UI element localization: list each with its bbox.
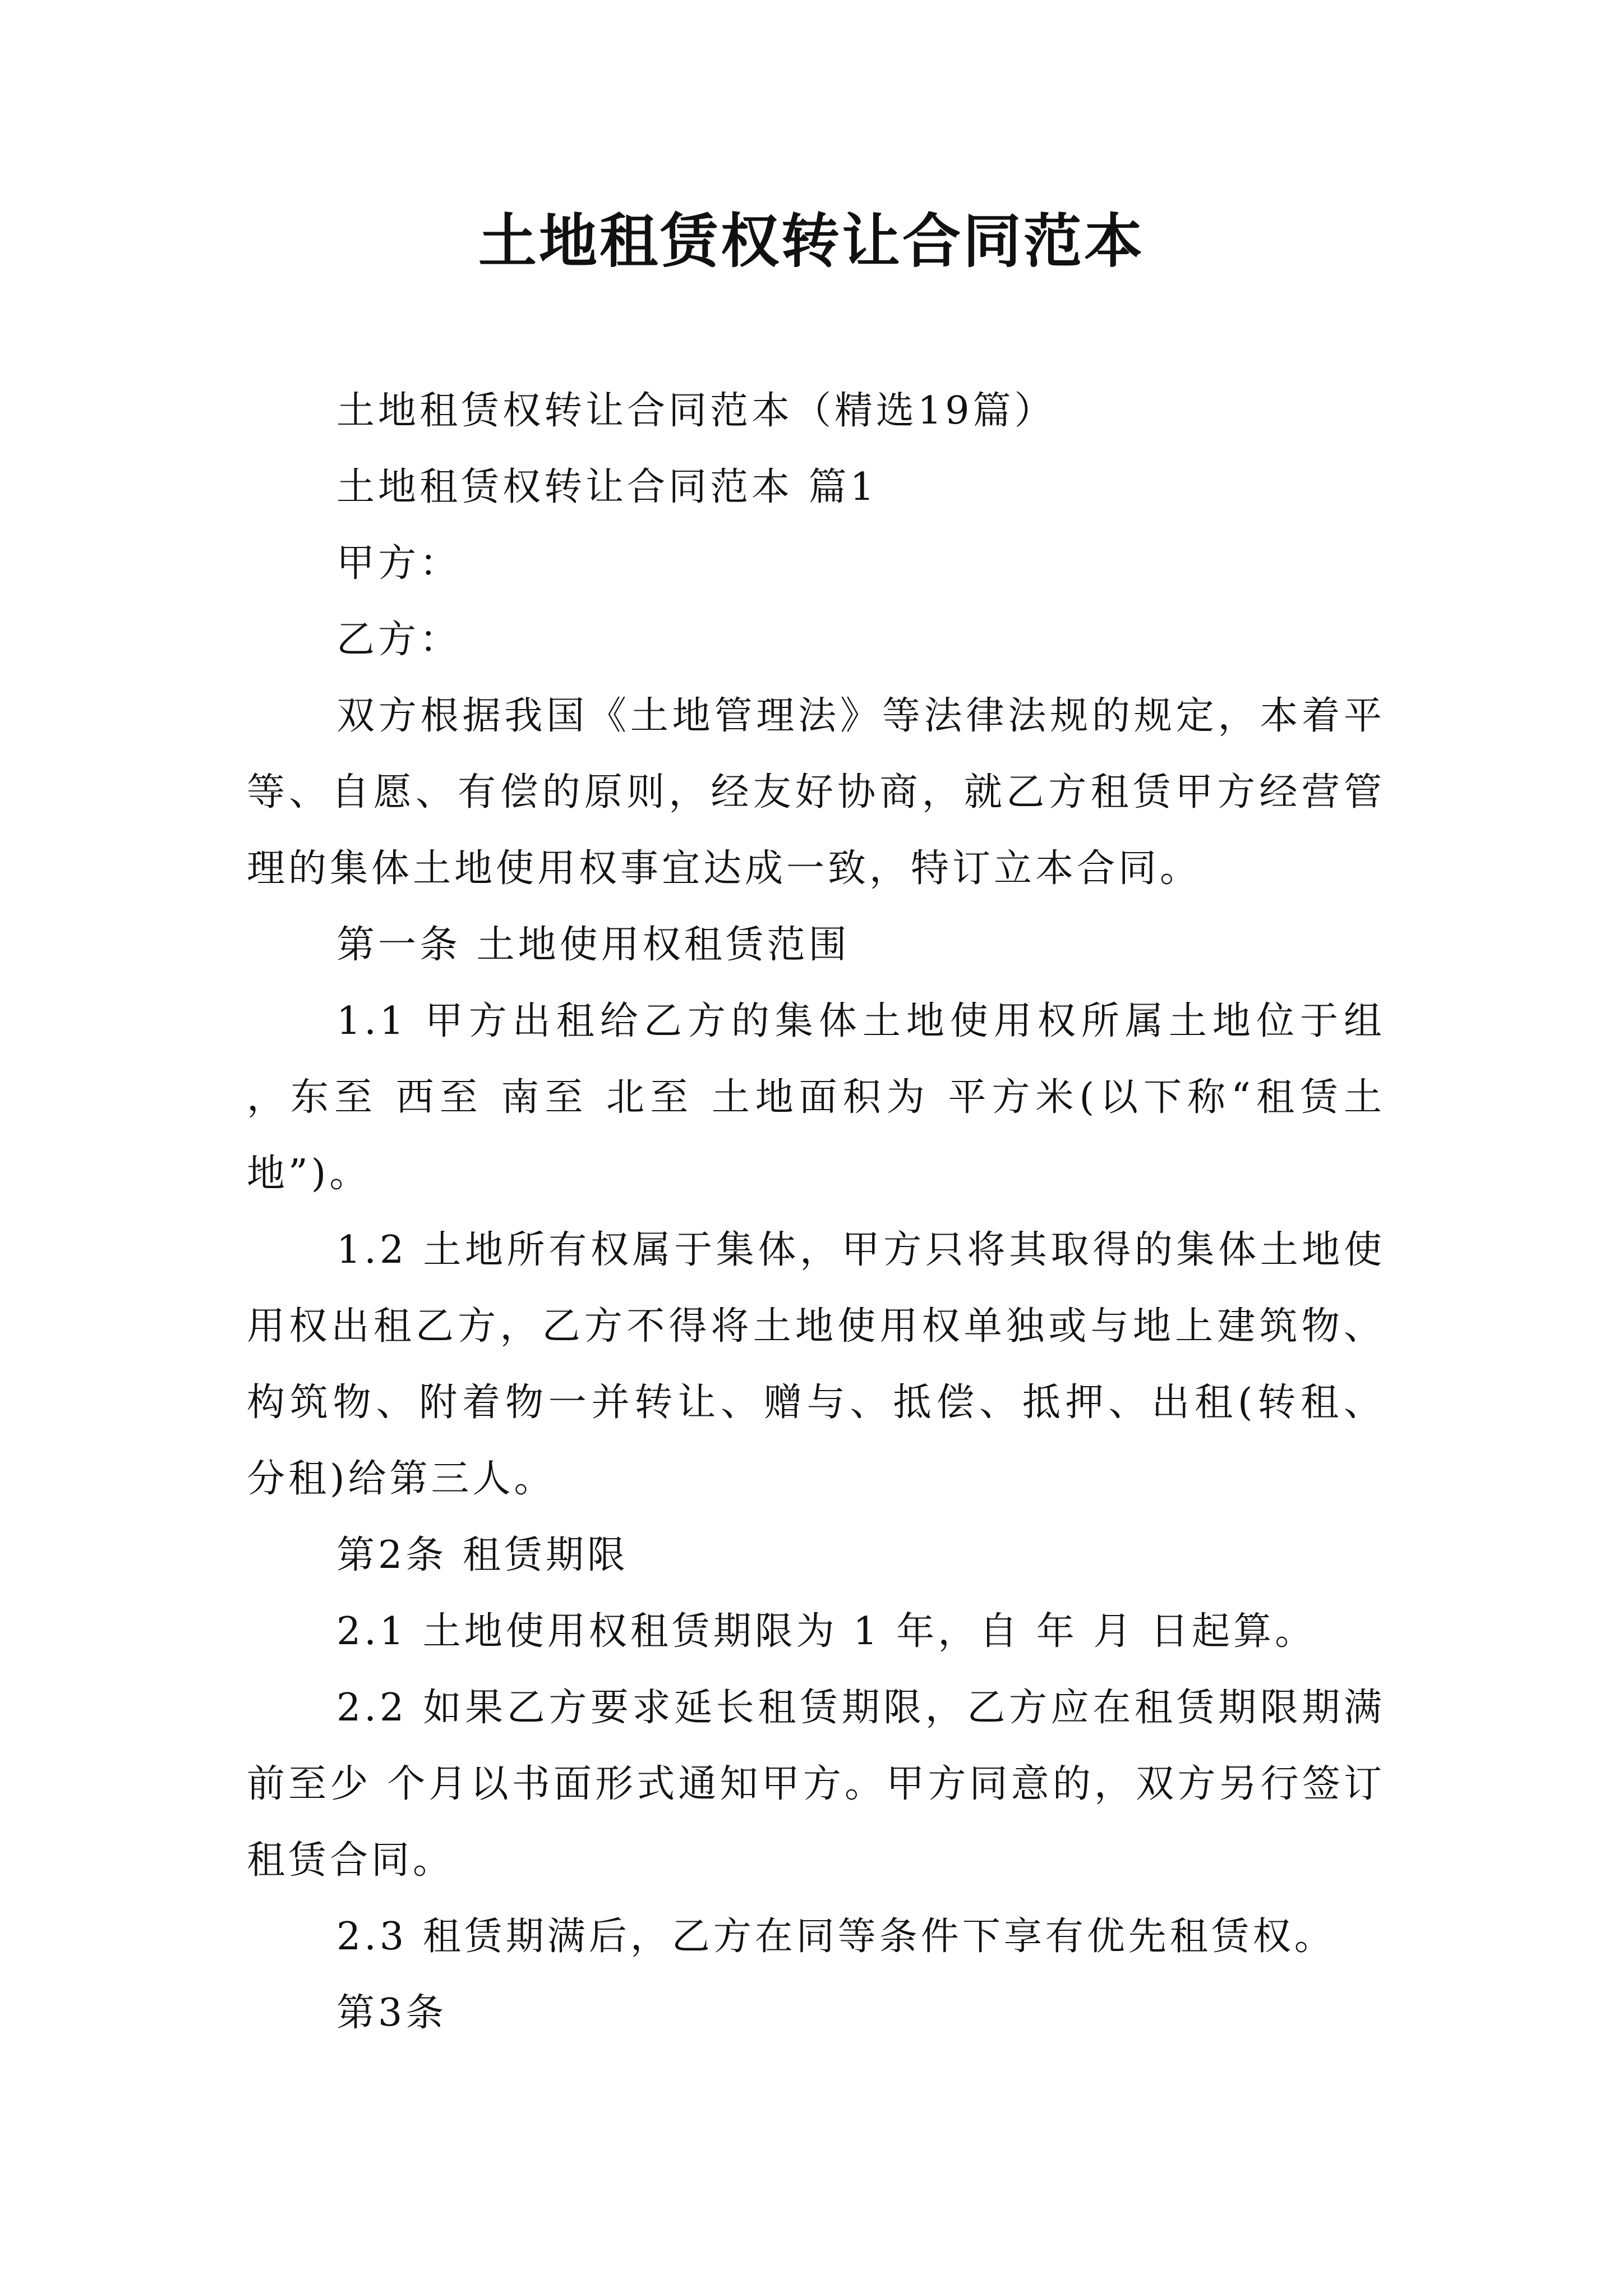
paragraph-article-2-heading: 第2条 租赁期限 xyxy=(336,1533,629,1577)
paragraph-article-1-heading: 第一条 土地使用权租赁范围 xyxy=(336,923,850,967)
paragraph-clause-2-1: 2.1 土地使用权租赁期限为 1 年，自 年 月 日起算。 xyxy=(336,1609,1317,1654)
paragraph-party-a: 甲方： xyxy=(336,541,462,586)
paragraph-subtitle: 土地租赁权转让合同范本（精选19篇） xyxy=(336,389,1056,433)
paragraph-clause-1-1: 1.1 甲方出租给乙方的集体土地使用权所属土地位于组 ，东至 西至 南至 北至 土地面积为 平方米(以下称“租赁土地”)。 xyxy=(247,999,1385,1196)
document-body xyxy=(247,373,1385,2051)
paragraph-clause-2-2: 2.2 如果乙方要求延长租赁期限，乙方应在租赁期限期满前至少 个月以书面形式通知甲方。甲方同意的，双方另行签订租赁合同。 xyxy=(247,1686,1385,1883)
paragraph-clause-2-3: 2.3 租赁期满后，乙方在同等条件下享有优先租赁权。 xyxy=(336,1915,1336,1959)
paragraph-preamble: 双方根据我国《土地管理法》等法律法规的规定，本着平等、自愿、有偿的原则，经友好协商，就乙方租赁甲方经营管理的集体土地使用权事宜达成一致，特订立本合同。 xyxy=(247,694,1385,891)
paragraph-party-b: 乙方： xyxy=(336,618,462,662)
document-title: 土地租赁权转让合同范本 xyxy=(478,206,1145,275)
paragraph-article-3-heading: 第3条 xyxy=(336,1991,448,2035)
paragraph-section-heading: 土地租赁权转让合同范本 篇1 xyxy=(336,465,878,509)
paragraph-clause-1-2: 1.2 土地所有权属于集体，甲方只将其取得的集体土地使用权出租乙方，乙方不得将土地使用权单独或与地上建筑物、构筑物、附着物一并转让、赠与、抵偿、抵押、出租(转租、分租)给第三人。 xyxy=(247,1228,1385,1501)
